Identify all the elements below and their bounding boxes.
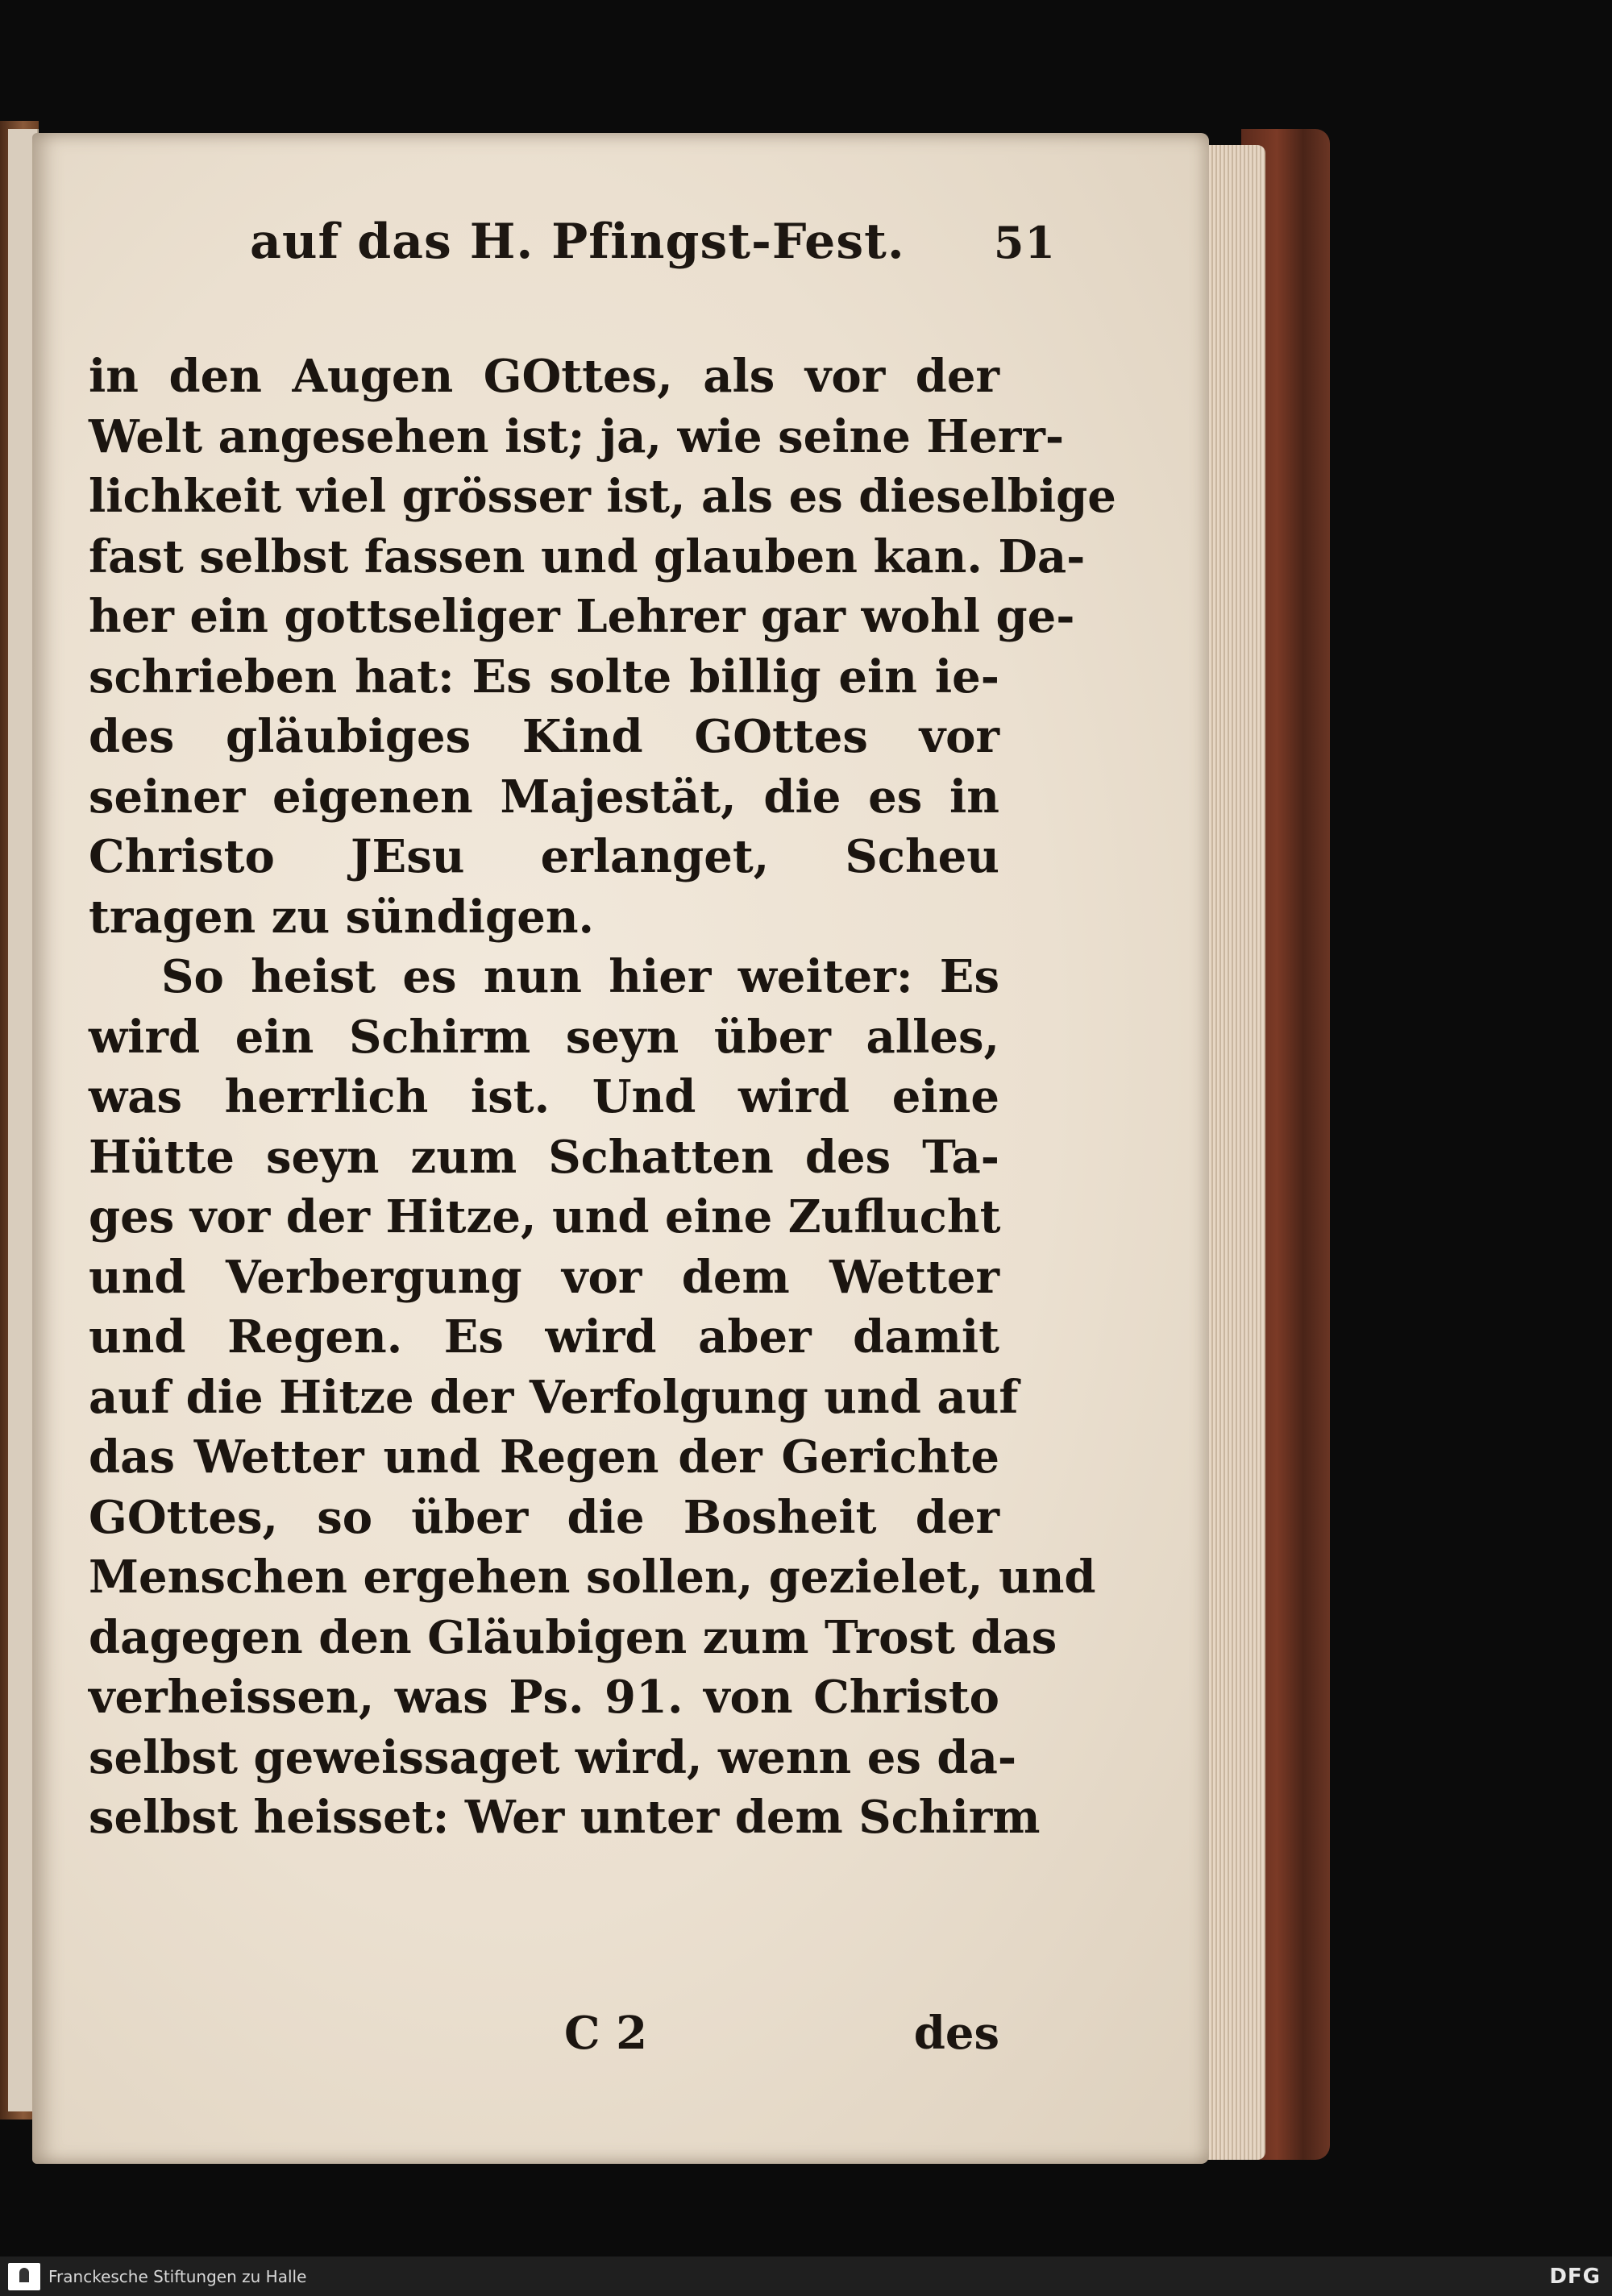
text-line: Menschen ergehen sollen, gezielet, und	[89, 1551, 1096, 1604]
text-line: Welt angesehen ist; ja, wie seine Herr-	[89, 409, 1065, 463]
text-line: Hütte seyn zum Schatten des Ta-	[89, 1130, 999, 1184]
text-line: selbst geweissaget wird, wenn es da-	[89, 1730, 1017, 1784]
text-line: So heist es nun hier weiter: Es	[161, 950, 999, 1003]
text-line: dagegen den Gläubigen zum Trost das	[89, 1610, 1057, 1664]
text-line: selbst heisset: Wer unter dem Schirm	[89, 1791, 1041, 1844]
text-line: schrieben hat: Es solte billig ein ie-	[89, 650, 999, 704]
book-page	[32, 133, 1209, 2164]
text-line: auf die Hitze der Verfolgung und auf	[89, 1370, 1019, 1424]
dfg-logo: DFG	[1549, 2265, 1601, 2289]
page-number: 51	[993, 217, 1056, 268]
signature-mark: C 2	[564, 2007, 648, 2060]
text-line: verheissen, was Ps. 91. von Christo	[89, 1671, 999, 1724]
running-head-title: auf das H. Pfingst-Fest.	[250, 214, 905, 270]
text-line: wird ein Schirm seyn über alles,	[89, 1010, 999, 1064]
body-text	[89, 347, 1116, 1848]
text-line: her ein gottseliger Lehrer gar wohl ge-	[89, 590, 1075, 643]
text-line: lichkeit viel grösser ist, als es dieselbige	[89, 470, 1116, 523]
text-line: und Verbergung vor dem Wetter	[89, 1250, 999, 1304]
text-line: des gläubiges Kind GOttes vor	[89, 710, 999, 763]
running-head	[250, 214, 1056, 270]
text-line: das Wetter und Regen der Gerichte	[89, 1430, 999, 1484]
text-line: ges vor der Hitze, und eine Zuflucht	[89, 1190, 1001, 1243]
viewer-footer	[0, 2257, 1612, 2296]
text-line: seiner eigenen Majestät, die es in	[89, 770, 999, 824]
text-line: Christo JEsu erlanget, Scheu	[89, 830, 999, 883]
institution-name: Franckesche Stiftungen zu Halle	[48, 2267, 307, 2286]
text-line: GOttes, so über die Bosheit der	[89, 1490, 999, 1544]
text-line: in den Augen GOttes, als vor der	[89, 350, 999, 403]
institution-logo-icon	[8, 2263, 40, 2290]
text-line: und Regen. Es wird aber damit	[89, 1310, 999, 1364]
text-line: was herrlich ist. Und wird eine	[89, 1070, 999, 1123]
catchword: des	[913, 2007, 999, 2060]
text-line: tragen zu sündigen.	[89, 890, 595, 944]
text-line: fast selbst fassen und glauben kan. Da-	[89, 529, 1086, 583]
